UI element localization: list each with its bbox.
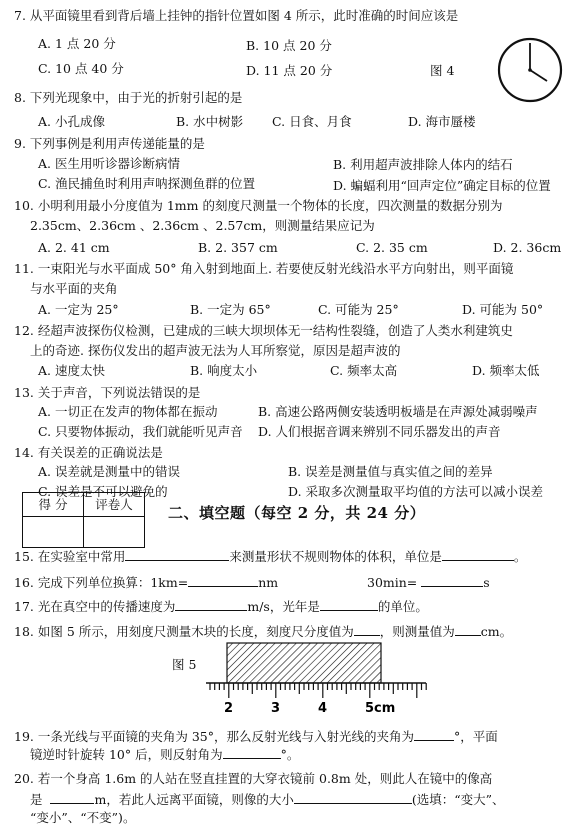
section-title-fill-in: 二、填空题（每空 2 分，共 24 分） xyxy=(168,504,426,522)
q19-text-c: 镜逆时针旋转 10° 后，则反射角为 xyxy=(30,747,223,762)
q17-blank-2 xyxy=(320,597,378,611)
q18-line xyxy=(14,622,512,640)
ruler-ticks xyxy=(210,683,426,698)
q15-text-c: 。 xyxy=(513,549,527,564)
q8-stem: 8. 下列光现象中，由于光的折射引起的是 xyxy=(14,90,243,105)
q12-stem-line2: 上的奇迹. 探伤仪发出的超声波无法为人耳所察觉，原因是超声波的 xyxy=(30,343,401,358)
q20-text-b: 是 xyxy=(30,792,43,807)
q9-option-a: A. 医生用听诊器诊断病情 xyxy=(38,156,180,171)
q13-option-a: A. 一切正在发声的物体都在振动 xyxy=(38,404,218,419)
q20-blank-1 xyxy=(50,790,94,804)
q17-blank-1 xyxy=(175,597,247,611)
q17-text-b: m/s，光年是 xyxy=(247,599,320,614)
q9-option-d: D. 蝙蝠利用“回声定位”确定目标的位置 xyxy=(333,178,551,193)
q20-blank-2 xyxy=(294,790,412,804)
q10-option-b: B. 2. 357 cm xyxy=(198,240,278,255)
q18-text-b: ，则测量值为 xyxy=(379,624,455,639)
q12-option-c: C. 频率太高 xyxy=(330,363,398,378)
wood-block xyxy=(227,643,381,683)
q15-line xyxy=(14,547,526,565)
q15-text-b: 来测量形状不规则物体的体积，单位是 xyxy=(229,549,442,564)
q10-option-d: D. 2. 36cm xyxy=(493,240,562,255)
q8-option-a: A. 小孔成像 xyxy=(38,114,105,129)
q16-text-c: 30min= xyxy=(367,575,418,590)
q10-stem-line1: 10. 小明利用最小分度值为 1mm 的刻度尺测量一个物体的长度，四次测量的数据分别为 xyxy=(14,198,503,213)
q14-stem: 14. 有关误差的正确说法是 xyxy=(14,445,163,460)
q7-option-b: B. 10 点 20 分 xyxy=(246,38,332,53)
score-cell xyxy=(23,517,84,548)
q14-option-b: B. 误差是测量值与真实值之间的差异 xyxy=(288,464,493,479)
q9-option-c: C. 渔民捕鱼时利用声呐探测鱼群的位置 xyxy=(38,176,256,191)
q19-text-a: 19. 一条光线与平面镜的夹角为 35°，那么反射光线与入射光线的夹角为 xyxy=(14,729,414,744)
q16-line-left xyxy=(14,573,278,591)
clock-figure xyxy=(495,35,565,105)
q20-line2 xyxy=(30,790,505,808)
q20-line1: 20. 若一个身高 1.6m 的人站在竖直挂置的大穿衣镜前 0.8m 处，则此人在镜中的像高 xyxy=(14,771,493,786)
q8-option-d: D. 海市蜃楼 xyxy=(408,114,476,129)
q13-option-b: B. 高速公路两侧安装透明板墙是在声源处减弱噪声 xyxy=(258,404,538,419)
q20-line3: “变小”、“不变”)。 xyxy=(30,810,136,825)
q8-option-c: C. 日食、月食 xyxy=(272,114,352,129)
q18-blank-1 xyxy=(354,622,380,636)
q10-option-c: C. 2. 35 cm xyxy=(356,240,428,255)
q10-stem-line2: 2.35cm、2.36cm 、2.36cm 、2.57cm，则测量结果应记为 xyxy=(30,218,375,233)
q8-option-b: B. 水中树影 xyxy=(176,114,244,129)
q7-option-a: A. 1 点 20 分 xyxy=(38,36,116,51)
q17-line xyxy=(14,597,428,615)
q13-stem: 13. 关于声音，下列说法错误的是 xyxy=(14,385,201,400)
q20-text-d: (选填：“变大”、 xyxy=(411,792,505,807)
q18-text-c: cm。 xyxy=(480,624,513,639)
q7-stem: 7. 从平面镜里看到背后墙上挂钟的指针位置如图 4 所示，此时准确的时间应该是 xyxy=(14,8,459,23)
q15-blank-2 xyxy=(442,547,514,561)
q16-text-b: nm xyxy=(258,575,279,590)
fig4-label: 图 4 xyxy=(430,63,455,78)
q10-option-a: A. 2. 41 cm xyxy=(38,240,110,255)
q19-blank-2 xyxy=(223,745,281,759)
q16-blank-2 xyxy=(421,573,483,587)
q14-option-a: A. 误差就是测量中的错误 xyxy=(38,464,180,479)
score-table xyxy=(22,492,145,548)
q19-line1 xyxy=(14,727,498,745)
q12-option-b: B. 响度太小 xyxy=(190,363,258,378)
q19-blank-1 xyxy=(414,727,454,741)
q13-option-c: C. 只要物体振动，我们就能听见声音 xyxy=(38,424,243,439)
q18-text-a: 18. 如图 5 所示，用刻度尺测量木块的长度，刻度尺分度值为 xyxy=(14,624,354,639)
q16-text-d: s xyxy=(483,575,490,590)
q17-text-c: 的单位。 xyxy=(377,599,428,614)
ruler-figure xyxy=(200,640,430,718)
q11-option-d: D. 可能为 50° xyxy=(462,302,544,317)
q12-option-d: D. 频率太低 xyxy=(472,363,540,378)
q14-option-d: D. 采取多次测量取平均值的方法可以减小误差 xyxy=(288,484,544,499)
q9-stem: 9. 下列事例是利用声传递能量的是 xyxy=(14,136,205,151)
q15-blank-1 xyxy=(125,547,229,561)
q15-text-a: 15. 在实验室中常用 xyxy=(14,549,126,564)
grader-cell xyxy=(84,517,145,548)
q17-text-a: 17. 光在真空中的传播速度为 xyxy=(14,599,176,614)
q19-text-b: °，平面 xyxy=(453,729,498,744)
q7-option-d: D. 11 点 20 分 xyxy=(246,63,333,78)
tick-label-4: 4 xyxy=(318,701,328,716)
tick-label-5cm: 5cm xyxy=(365,701,396,716)
q19-text-d: °。 xyxy=(280,747,300,762)
q7-option-c: C. 10 点 40 分 xyxy=(38,61,124,76)
q12-option-a: A. 速度太快 xyxy=(38,363,105,378)
q16-line-right xyxy=(367,573,490,591)
q18-blank-2 xyxy=(455,622,481,636)
q20-text-c: m，若此人远离平面镜，则像的大小 xyxy=(94,792,294,807)
q13-option-d: D. 人们根据音调来辨别不同乐器发出的声音 xyxy=(258,424,501,439)
q19-line2 xyxy=(30,745,299,763)
q11-option-a: A. 一定为 25° xyxy=(38,302,119,317)
fig5-label: 图 5 xyxy=(172,657,197,672)
q11-option-c: C. 可能为 25° xyxy=(318,302,399,317)
q16-blank-1 xyxy=(188,573,258,587)
q12-stem-line1: 12. 经超声波探伤仪检测，已建成的三峡大坝坝体无一结构性裂缝，创造了人类水利建筑史 xyxy=(14,323,513,338)
q9-option-b: B. 利用超声波排除人体内的结石 xyxy=(333,157,513,172)
q11-stem-line2: 与水平面的夹角 xyxy=(30,281,118,296)
q11-option-b: B. 一定为 65° xyxy=(190,302,271,317)
tick-label-2: 2 xyxy=(224,701,234,716)
score-header: 得 分 xyxy=(23,493,84,517)
q11-stem-line1: 11. 一束阳光与水平面成 50° 角入射到地面上. 若要使反射光线沿水平方向射出，则平面镜 xyxy=(14,261,514,276)
grader-header: 评卷人 xyxy=(84,493,145,517)
tick-label-3: 3 xyxy=(271,701,281,716)
q16-text-a: 16. 完成下列单位换算：1km= xyxy=(14,575,189,590)
q14-option-c: C. 误差是不可以避免的 xyxy=(38,484,168,499)
